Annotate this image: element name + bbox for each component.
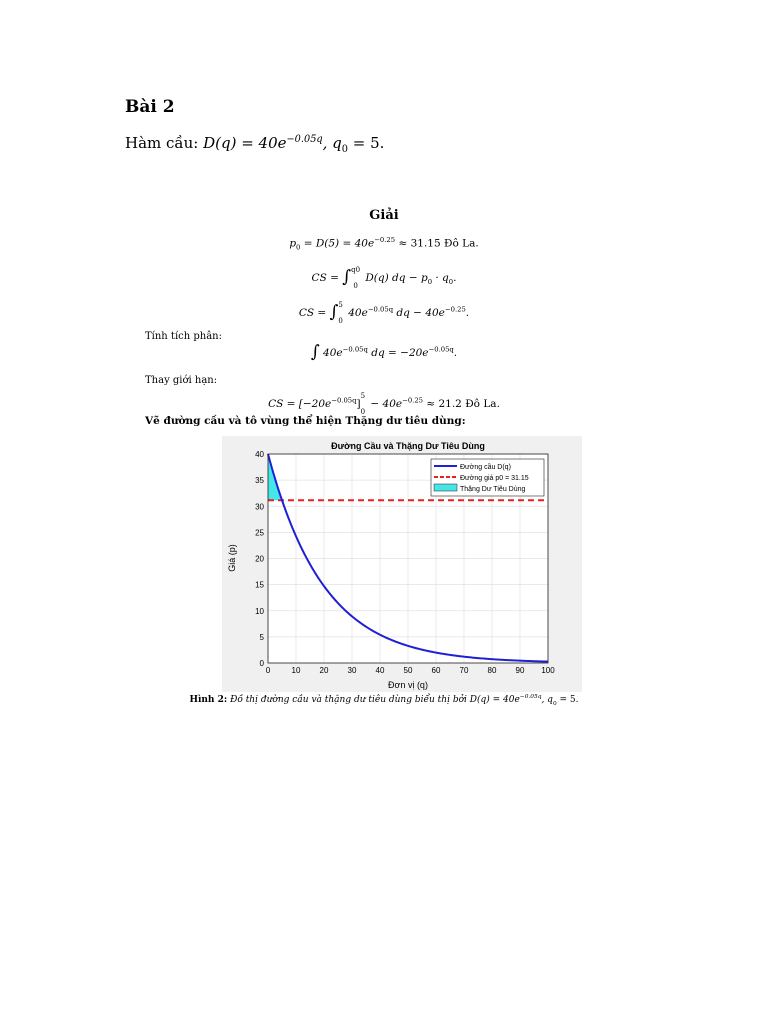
y-tick-label: 10 (255, 606, 264, 616)
x-tick-label: 20 (319, 666, 329, 675)
section-heading: Bài 2 (125, 97, 175, 117)
x-axis-label: Đơn vị (q) (388, 680, 428, 690)
y-tick-label: 15 (255, 580, 264, 590)
x-tick-label: 30 (347, 666, 357, 675)
equation-cs-substituted: CS = ∫ 5 0 $40e^{-0.05q}$ dq − $40e^{-0.25}$. (298, 301, 470, 325)
note-substitute-limits: Thay giới hạn: (145, 375, 218, 386)
legend-item-price: Đường giá p0 = 31.15 (460, 475, 529, 482)
integral-sign-icon: ∫ (342, 267, 352, 287)
equation-p0: $p_0 = D(5) = 40e^{-0.25} \approx 31.15$ Đô La. (289, 236, 479, 252)
legend-item-surplus: Thặng Dư Tiêu Dùng (460, 486, 526, 493)
equation-cs-result: CS = $[-20e^{-0.05q}]$ 5 0 − $40e^{-0.25} \approx 21.2$ Đô La. (268, 392, 500, 416)
equation-antiderivative: ∫ $40e^{-0.05q}$ dq = $-20e^{-0.05q}$. (310, 342, 458, 362)
y-tick-label: 30 (255, 502, 264, 512)
legend (431, 459, 544, 496)
x-tick-label: 10 (291, 666, 301, 675)
figure-caption: Hình 2: Đồ thị đường cầu và thặng dư tiêu dùng biểu thị bởi $D(q) = 40e^{-0.05q}$, $q_0 = 5$. (189, 694, 579, 707)
chart-title: Đường Cầu và Thặng Dư Tiêu Dùng (331, 441, 485, 451)
equation-cs-definition: CS = ∫ q0 0 D(q) dq − $p_0 \cdot q_0$. (311, 266, 457, 290)
y-axis-label: Giá (p) (227, 544, 237, 572)
note-integrate: Tính tích phân: (145, 331, 222, 342)
y-tick-label: 25 (255, 528, 264, 538)
demand-curve-chart (222, 436, 582, 692)
x-tick-label: 70 (459, 666, 469, 675)
drawing-instruction: Vẽ đường cầu và tô vùng thể hiện Thặng dư tiêu dùng: (145, 415, 466, 427)
x-tick-label: 0 (265, 666, 271, 675)
y-tick-label: 40 (255, 450, 264, 459)
integral-sign-icon: ∫ (329, 302, 339, 322)
x-tick-label: 40 (375, 666, 385, 675)
y-tick-label: 5 (259, 632, 264, 642)
legend-swatch-surplus (434, 484, 457, 491)
y-tick-label: 35 (255, 476, 264, 486)
y-tick-label: 0 (259, 659, 264, 668)
y-tick-label: 20 (255, 554, 264, 564)
x-tick-label: 90 (515, 666, 525, 675)
solution-title: Giải (369, 208, 399, 223)
legend-item-demand: Đường cầu D(q) (460, 464, 511, 471)
x-tick-label: 50 (403, 666, 413, 675)
x-tick-label: 80 (487, 666, 497, 675)
problem-statement: Hàm cầu: $D(q) = 40e^{-0.05q}$, $q_0 = 5$. (125, 134, 385, 155)
x-tick-label: 60 (431, 666, 441, 675)
x-tick-label: 100 (541, 666, 555, 675)
integral-sign-icon: ∫ (310, 342, 320, 362)
